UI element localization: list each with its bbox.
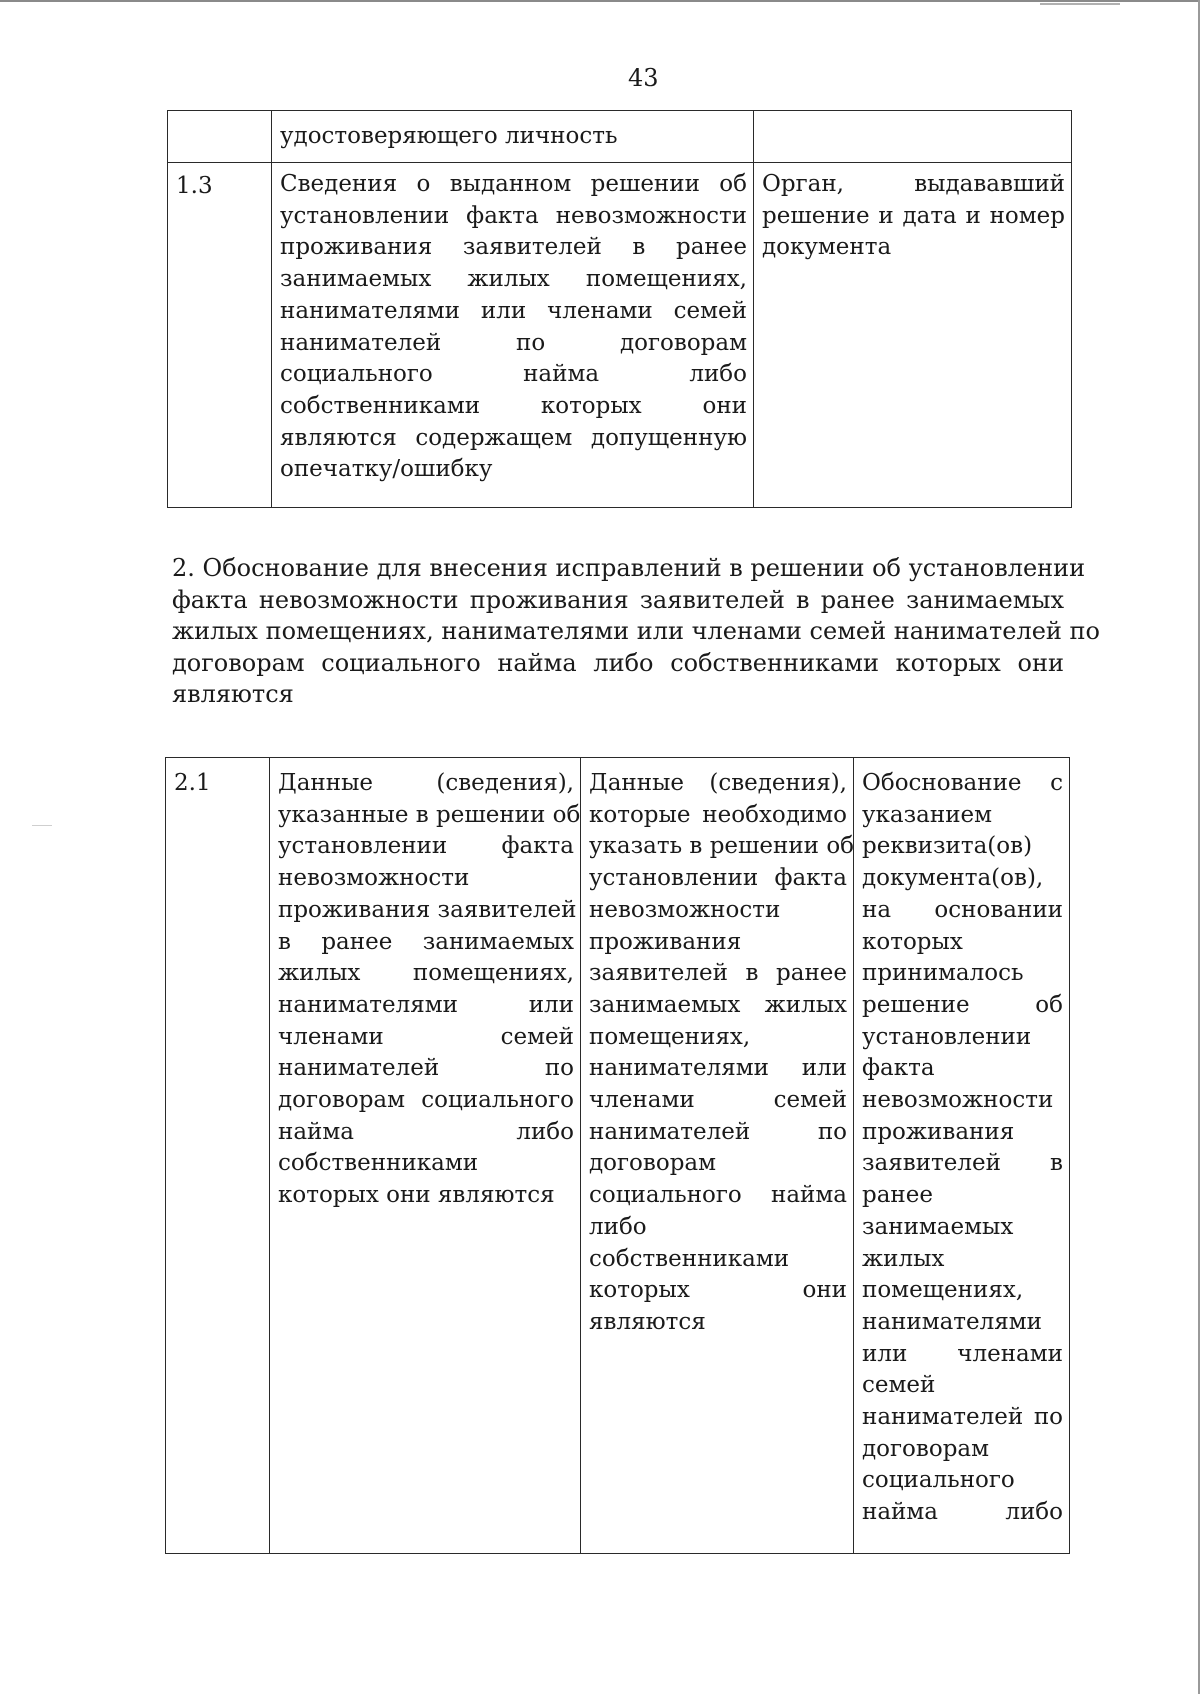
text-line: жилых помещениях, bbox=[278, 960, 574, 987]
text-line: Данные (сведения), bbox=[278, 770, 574, 796]
text-line: решение об bbox=[862, 991, 1063, 1018]
text-line: договорам социального найма либо собственниками которых они bbox=[172, 648, 1064, 677]
text-line: являются bbox=[172, 680, 294, 708]
text-line: найма либо bbox=[278, 1118, 574, 1145]
row-number-cell bbox=[168, 163, 272, 508]
text-line: заявителей в ранее bbox=[589, 960, 847, 987]
table-1 bbox=[167, 110, 1072, 508]
text-line: Орган, выдававший bbox=[762, 171, 1065, 197]
text-line: установлении факта bbox=[278, 833, 574, 860]
text-line: в ранее занимаемых bbox=[278, 928, 574, 955]
justification-text bbox=[854, 758, 1069, 1529]
text-line: занимаемых жилых bbox=[589, 991, 847, 1018]
text-line: жилых bbox=[862, 1245, 945, 1272]
corrected-data-cell bbox=[581, 758, 854, 1554]
text-line: социального bbox=[862, 1467, 1015, 1494]
text-line: собственниками bbox=[589, 1245, 790, 1272]
description-cell bbox=[272, 111, 754, 163]
text-line: договорам bbox=[862, 1435, 990, 1462]
description-text: удостоверяющего личность bbox=[280, 123, 618, 149]
current-data-cell bbox=[270, 758, 581, 1554]
text-line: заявителей в bbox=[862, 1150, 1063, 1177]
text-line: документа(ов), bbox=[862, 865, 1044, 892]
text-line: помещениях, bbox=[589, 1023, 751, 1050]
text-line: установлении факта невозможности bbox=[280, 202, 747, 229]
row-number: 2.1 bbox=[174, 770, 211, 796]
text-line: на основании bbox=[862, 896, 1063, 923]
text-line: договорам bbox=[589, 1150, 717, 1177]
text-line: установлении bbox=[862, 1023, 1032, 1050]
text-line: являются содержащем допущенную bbox=[280, 424, 747, 451]
text-line: нанимателей по bbox=[278, 1055, 574, 1082]
margin-tick bbox=[32, 825, 52, 826]
row-number-cell bbox=[168, 111, 272, 163]
current-data-text bbox=[270, 758, 580, 1212]
text-line: которых bbox=[862, 928, 963, 955]
text-line: опечатку/ошибку bbox=[280, 456, 493, 483]
text-line: найма либо bbox=[862, 1499, 1063, 1526]
text-line: проживания заявителей bbox=[278, 896, 577, 923]
text-line: собственниками bbox=[278, 1150, 479, 1177]
text-line: семей bbox=[862, 1372, 936, 1399]
text-line: нанимателями или bbox=[589, 1055, 847, 1082]
text-line: которых они являются bbox=[278, 1182, 555, 1209]
text-line: нанимателей по bbox=[862, 1404, 1063, 1431]
table-1-row-0 bbox=[168, 111, 1072, 163]
text-line: занимаемых bbox=[862, 1213, 1014, 1240]
section-2-heading bbox=[172, 553, 1100, 711]
table-2-row bbox=[166, 758, 1070, 1554]
corrected-data-text bbox=[581, 758, 853, 1339]
text-line: нанимателями или bbox=[278, 991, 574, 1018]
text-line: членами семей bbox=[589, 1087, 847, 1114]
text-line: являются bbox=[589, 1308, 706, 1335]
text-line: жилых помещениях, нанимателями или членами семей нанимателей по bbox=[172, 617, 1100, 645]
page-number: 43 bbox=[628, 64, 659, 92]
text-line: собственниками которых они bbox=[280, 392, 747, 419]
text-line: ранее bbox=[862, 1182, 933, 1209]
text-line: факта невозможности проживания заявителей в ранее занимаемых bbox=[172, 585, 1064, 614]
text-line: Обоснование с bbox=[862, 770, 1063, 796]
text-line: принималось bbox=[862, 960, 1024, 987]
text-line: 2. Обоснование для внесения исправлений в решении об установлении bbox=[172, 554, 1086, 582]
text-line: социального найма либо bbox=[280, 361, 747, 388]
text-line: которые необходимо bbox=[589, 801, 847, 828]
text-line: или членами bbox=[862, 1340, 1063, 1367]
text-line: членами семей bbox=[278, 1023, 574, 1050]
text-line: помещениях, bbox=[862, 1277, 1024, 1304]
text-line: проживания bbox=[862, 1118, 1015, 1145]
text-line: установлении факта bbox=[589, 865, 847, 892]
text-line: факта bbox=[862, 1055, 935, 1082]
justification-cell bbox=[854, 758, 1070, 1554]
text-line: занимаемых жилых помещениях, bbox=[280, 266, 747, 293]
table-1-row-1 bbox=[168, 163, 1072, 508]
text-line: проживания bbox=[589, 928, 742, 955]
text-line: невозможности bbox=[589, 896, 781, 923]
text-line: указать в решении об bbox=[589, 833, 855, 860]
text-line: которых они bbox=[589, 1277, 847, 1304]
text-line: невозможности bbox=[278, 865, 470, 892]
text-line: договорам социального bbox=[278, 1087, 574, 1114]
text-line: либо bbox=[589, 1213, 647, 1240]
text-line: решение и дата и номер bbox=[762, 202, 1065, 229]
text-line: социального найма bbox=[589, 1182, 847, 1209]
description-cell bbox=[272, 163, 754, 508]
description-text bbox=[272, 163, 753, 486]
text-line: нанимателями или членами семей bbox=[280, 297, 747, 324]
text-line: реквизита(ов) bbox=[862, 833, 1033, 860]
text-line: нанимателями bbox=[862, 1308, 1042, 1335]
text-line: нанимателей по договорам bbox=[280, 329, 747, 356]
text-line: документа bbox=[762, 234, 892, 261]
table-2 bbox=[165, 757, 1070, 1554]
scan-mark bbox=[1040, 3, 1120, 5]
text-line: указанные в решении об bbox=[278, 801, 581, 828]
note-cell bbox=[754, 111, 1072, 163]
text-line: невозможности bbox=[862, 1087, 1054, 1114]
note-cell bbox=[754, 163, 1072, 508]
text-line: Сведения о выданном решении об bbox=[280, 171, 747, 197]
note-text bbox=[754, 163, 1071, 264]
row-number-cell bbox=[166, 758, 270, 1554]
text-line: нанимателей по bbox=[589, 1118, 847, 1145]
page-edge-top bbox=[0, 0, 1200, 2]
row-number: 1.3 bbox=[176, 173, 213, 199]
text-line: указанием bbox=[862, 801, 993, 828]
text-line: проживания заявителей в ранее bbox=[280, 234, 747, 261]
text-line: Данные (сведения), bbox=[589, 770, 847, 796]
